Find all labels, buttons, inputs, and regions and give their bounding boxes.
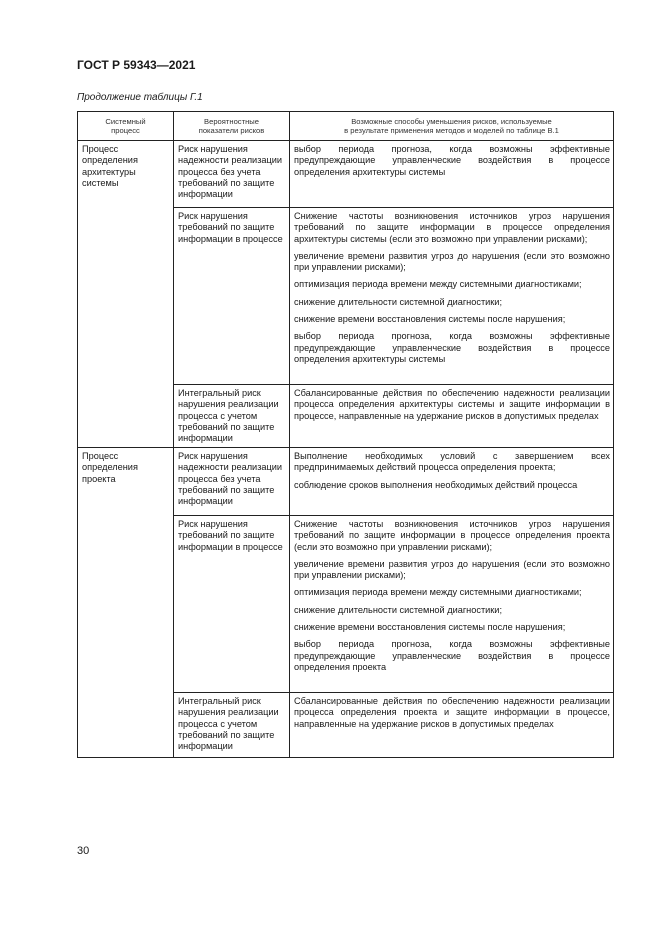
header-risk-reduction-methods: Возможные способы уменьшения рисков, используемые в результате применения методов и моделей по таблице В.1	[290, 112, 614, 141]
indicator-cell: Интегральный риск нарушения реализации процесса с учетом требований по защите информации	[174, 385, 290, 448]
indicator-cell: Риск нарушения надежности реализации процесса без учета требований по защите информации	[174, 141, 290, 208]
risk-methods-table	[77, 111, 614, 758]
method-item: выбор периода прогноза, когда возможны эффективные предупреждающие управленческие воздействия в процессе определения проекта	[294, 639, 610, 672]
method-item: снижение длительности системной диагностики;	[294, 296, 502, 307]
page-number: 30	[77, 845, 90, 857]
method-item: Выполнение необходимых условий с завершением всех предпринимаемых действий процесса определения проекта;	[294, 451, 610, 473]
indicator-cell: Интегральный риск нарушения реализации процесса с учетом требований по защите информации	[174, 693, 290, 758]
header-risk-indicators: Вероятностные показатели рисков	[174, 112, 290, 141]
document-id: ГОСТ Р 59343—2021	[77, 58, 196, 72]
methods-cell	[290, 693, 614, 758]
methods-cell	[290, 448, 614, 516]
method-item: соблюдение сроков выполнения необходимых действий процесса	[294, 479, 578, 490]
method-item: оптимизация периода времени между системными диагностиками;	[294, 587, 582, 598]
method-item: снижение длительности системной диагностики;	[294, 604, 502, 615]
process-cell: Процесс определения архитектуры системы	[78, 141, 174, 448]
method-item: Сбалансированные действия по обеспечению надежности реализации процесса определения проекта и защите информации в процессе, направленные на удержание рисков в допустимых пределах	[294, 696, 610, 729]
method-item: выбор периода прогноза, когда возможны эффективные предупреждающие управленческие воздействия в процессе определения архитектуры системы	[294, 331, 610, 364]
header-system-process: Системный процесс	[78, 112, 174, 141]
methods-cell	[290, 385, 614, 448]
methods-cell	[290, 516, 614, 693]
method-item: Сбалансированные действия по обеспечению надежности реализации процесса определения архитектуры системы и защите информации в процессе, направленные на удержание рисков в допустимых пределах	[294, 388, 610, 421]
method-item: выбор периода прогноза, когда возможны эффективные предупреждающие управленческие воздействия в процессе определения архитектуры системы	[294, 144, 610, 177]
indicator-cell: Риск нарушения требований по защите информации в процессе	[174, 208, 290, 385]
indicator-cell: Риск нарушения требований по защите информации в процессе	[174, 516, 290, 693]
method-item: оптимизация периода времени между системными диагностиками;	[294, 279, 582, 290]
indicator-cell: Риск нарушения надежности реализации процесса без учета требований по защите информации	[174, 448, 290, 516]
process-cell: Процесс определения проекта	[78, 448, 174, 758]
method-item: Снижение частоты возникновения источников угроз нарушения требований по защите информации в процессе определения архитектуры системы (если это возможно при управлении рисками);	[294, 211, 610, 244]
table-header-row	[78, 112, 614, 141]
table-row	[78, 448, 614, 516]
method-item: Снижение частоты возникновения источников угроз нарушения требований по защите информации в процессе определения проекта (если это возможно при управлении рисками);	[294, 519, 610, 552]
method-item: снижение времени восстановления системы после нарушения;	[294, 314, 566, 325]
table-continuation-caption: Продолжение таблицы Г.1	[77, 92, 203, 103]
method-item: снижение времени восстановления системы после нарушения;	[294, 622, 566, 633]
table-row	[78, 141, 614, 208]
methods-cell	[290, 208, 614, 385]
method-item: увеличение времени развития угроз до нарушения (если это возможно при управлении рисками);	[294, 250, 610, 273]
methods-cell	[290, 141, 614, 208]
method-item: увеличение времени развития угроз до нарушения (если это возможно при управлении рисками);	[294, 558, 610, 581]
